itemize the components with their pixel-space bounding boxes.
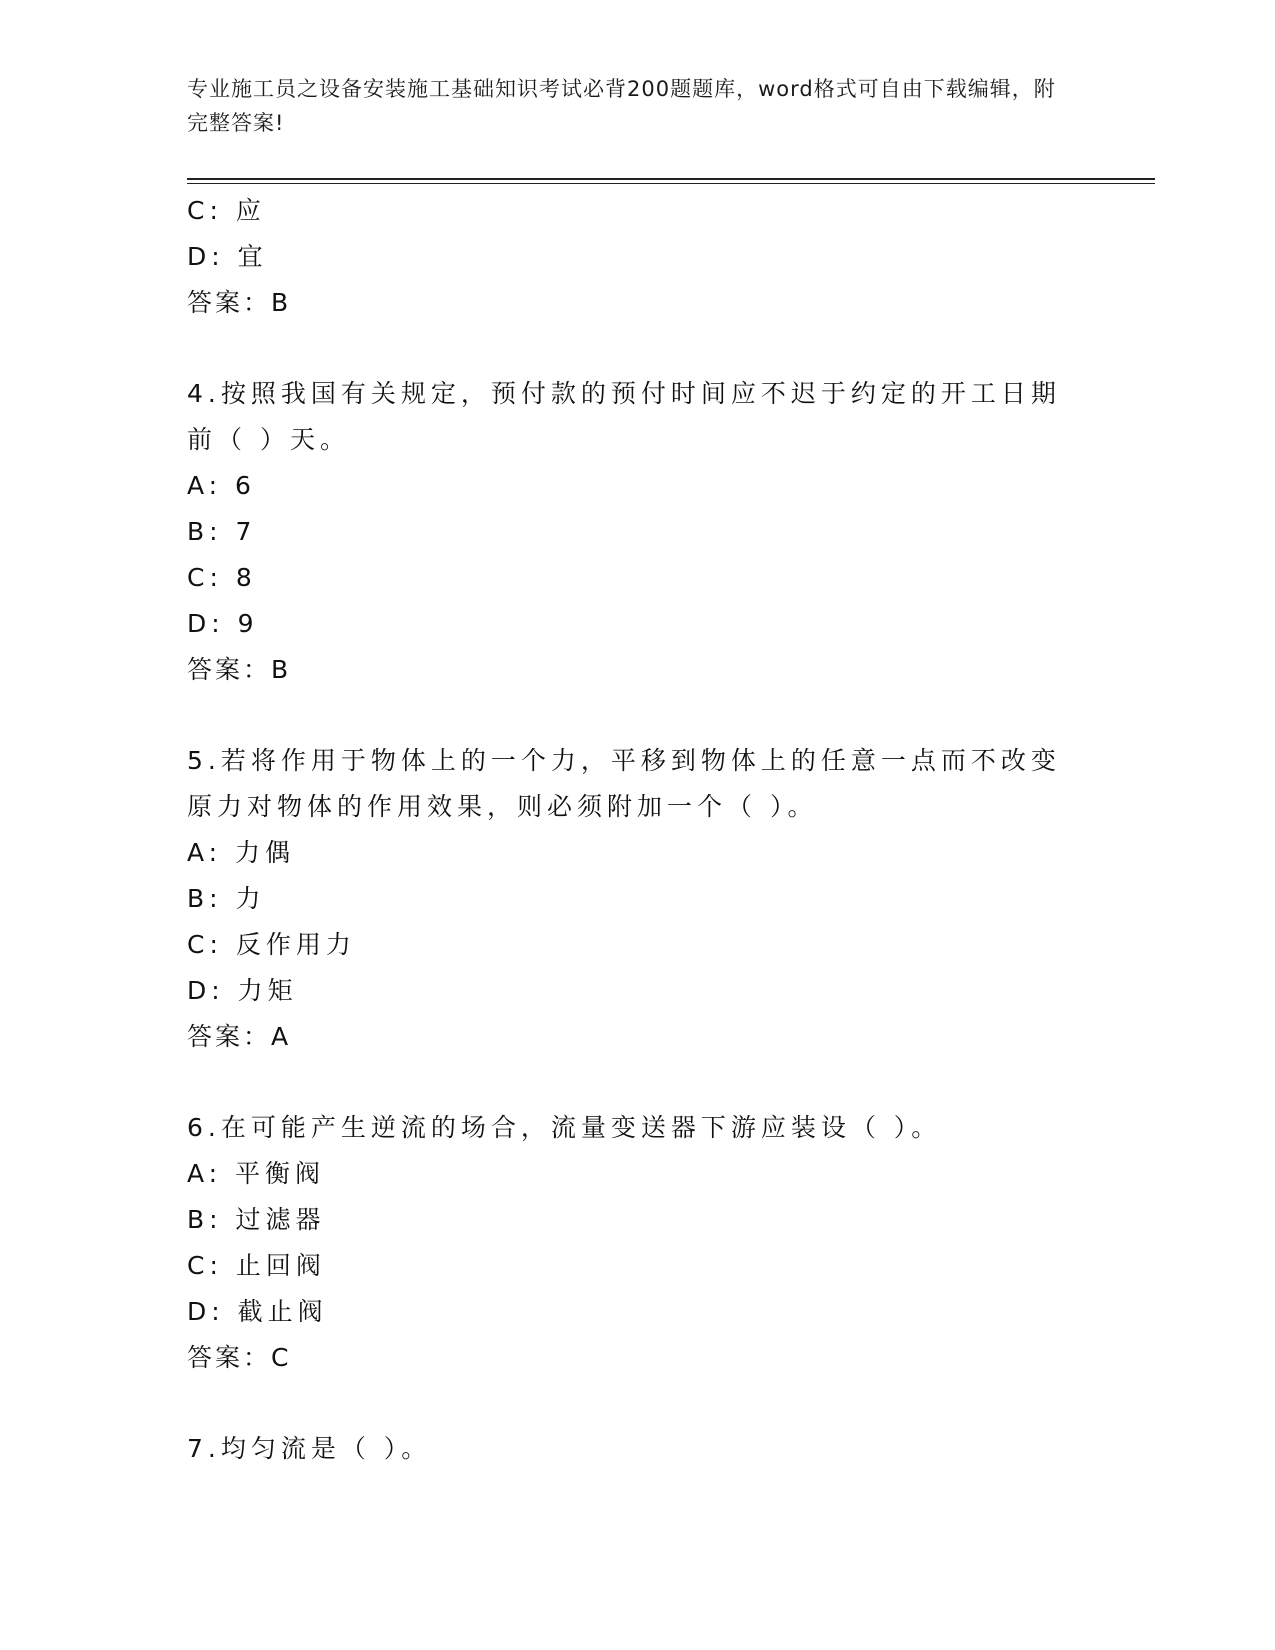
question-stem: 4.按照我国有关规定，预付款的预付时间应不迟于约定的开工日期前（ ）天。 (187, 379, 1061, 454)
question-stem: 6.在可能产生逆流的场合，流量变送器下游应装设（ ）。 (187, 1113, 942, 1142)
question-7 (187, 1426, 1087, 1472)
spacer (187, 1381, 1087, 1426)
option-d: D: 9 (187, 609, 259, 638)
question-6 (187, 1105, 1087, 1381)
spacer (187, 693, 1087, 738)
answer-line: 答案：B (187, 288, 292, 317)
question-fragment (187, 188, 1087, 326)
option-a: A: 力偶 (187, 838, 296, 867)
option-a: A: 平衡阀 (187, 1159, 326, 1188)
option-c: C: 应 (187, 196, 266, 225)
answer-line: 答案：C (187, 1343, 292, 1372)
option-c: C: 8 (187, 563, 257, 592)
option-b: B: 力 (187, 884, 266, 913)
question-stem: 5.若将作用于物体上的一个力，平移到物体上的任意一点而不改变原力对物体的作用效果，则必须附加一个（ ）。 (187, 746, 1061, 821)
question-5 (187, 738, 1087, 1060)
option-b: B: 7 (187, 517, 257, 546)
option-d: D: 力矩 (187, 976, 298, 1005)
question-4 (187, 371, 1087, 693)
header-divider (187, 178, 1155, 184)
answer-line: 答案：B (187, 655, 292, 684)
question-stem: 7.均匀流是（ ）。 (187, 1434, 432, 1463)
option-b: B: 过滤器 (187, 1205, 326, 1234)
answer-line: 答案：A (187, 1022, 292, 1051)
page-header (187, 72, 1067, 140)
option-d: D: 宜 (187, 242, 268, 271)
option-a: A: 6 (187, 471, 256, 500)
option-c: C: 止回阀 (187, 1251, 326, 1280)
option-c: C: 反作用力 (187, 930, 356, 959)
document-body (187, 188, 1087, 1472)
spacer (187, 1060, 1087, 1105)
document-title: 专业施工员之设备安装施工基础知识考试必背200题题库，word格式可自由下载编辑，附完整答案! (187, 77, 1056, 135)
option-d: D: 截止阀 (187, 1297, 328, 1326)
spacer (187, 326, 1087, 371)
